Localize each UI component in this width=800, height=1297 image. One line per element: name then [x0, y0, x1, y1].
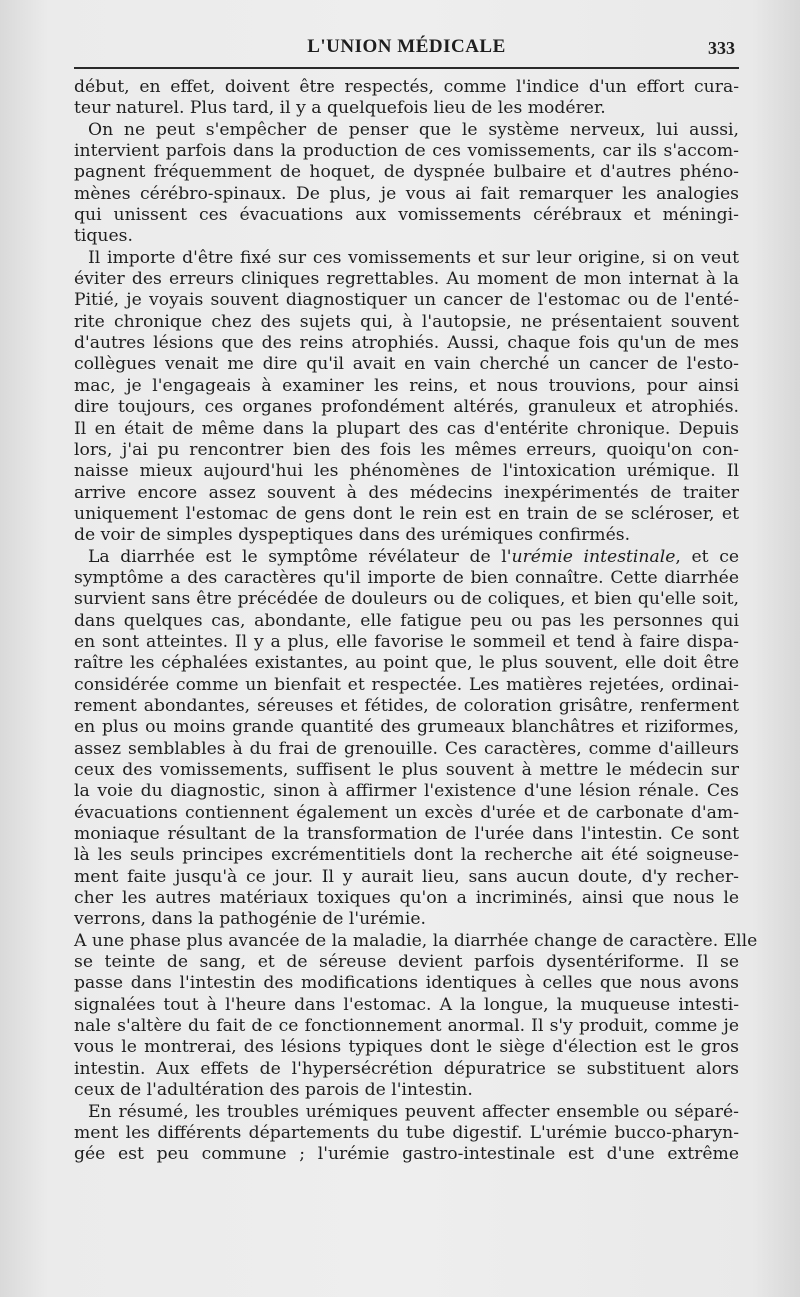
- text-run: , et ce: [675, 546, 739, 567]
- text-line: signalées tout à l'heure dans l'estomac. A la longue, la muqueuse intesti-: [74, 994, 739, 1015]
- text-line: lors, j'ai pu rencontrer bien des fois les mêmes erreurs, quoiqu'on con-: [74, 439, 739, 460]
- text-line: En résumé, les troubles urémiques peuvent affecter ensemble ou séparé-: [88, 1101, 739, 1122]
- text-line: mac, je l'engageais à examiner les reins, et nous trouvions, pour ainsi: [74, 375, 739, 396]
- text-line: considérée comme un bienfait et respectée. Les matières rejetées, ordinai-: [74, 674, 739, 695]
- text-line: gée est peu commune ; l'urémie gastro-intestinale est d'une extrême: [74, 1144, 739, 1165]
- text-line: rement abondantes, séreuses et fétides, de coloration grisâtre, renferment: [74, 695, 739, 716]
- italic-term: urémie intestinale: [511, 546, 676, 567]
- text-line: Pitié, je voyais souvent diagnostiquer un cancer de l'estomac ou de l'enté-: [74, 290, 739, 311]
- text-line: passe dans l'intestin des modifications identiques à celles que nous avons: [74, 973, 739, 994]
- text-line: là les seuls principes excrémentitiels dont la recherche ait été soigneuse-: [74, 845, 739, 866]
- text-line: Il en était de même dans la plupart des cas d'entérite chronique. Depuis: [74, 418, 739, 439]
- text-line: intestin. Aux effets de l'hypersécrétion dépuratrice se substituent alors: [74, 1058, 739, 1079]
- text-line: la voie du diagnostic, sinon à affirmer l'existence d'une lésion rénale. Ces: [74, 781, 739, 802]
- text-line: raître les céphalées existantes, au point que, le plus souvent, elle doit être: [74, 653, 739, 674]
- text-line: dire toujours, ces organes profondément altérés, granuleux et atrophiés.: [74, 397, 739, 418]
- text-line: On ne peut s'empêcher de penser que le système nerveux, lui aussi,: [88, 119, 739, 140]
- text-line: ment les différents départements du tube digestif. L'urémie bucco-pharyn-: [74, 1122, 739, 1143]
- text-line: tiques.: [74, 226, 133, 247]
- text-line: rite chronique chez des sujets qui, à l'autopsie, ne présentaient souvent: [74, 311, 739, 332]
- text-line: moniaque résultant de la transformation de l'urée dans l'intestin. Ce sont: [74, 824, 739, 845]
- text-line: ceux de l'adultération des parois de l'intestin.: [74, 1080, 473, 1101]
- text-line: [74, 547, 739, 568]
- text-line: mènes cérébro-spinaux. De plus, je vous ai fait remarquer les analogies: [74, 183, 739, 204]
- text-line: éviter des erreurs cliniques regrettables. Au moment de mon internat à la: [74, 269, 739, 290]
- text-line: naisse mieux aujourd'hui les phénomènes de l'intoxication urémique. Il: [74, 461, 739, 482]
- text-line: pagnent fréquemment de hoquet, de dyspnée bulbaire et d'autres phéno-: [74, 162, 739, 183]
- running-header: [74, 30, 739, 60]
- body-text: [74, 77, 758, 1166]
- text-run: La diarrhée est le symptôme révélateur de l': [88, 546, 512, 567]
- text-line: qui unissent ces évacuations aux vomissements cérébraux et méningi-: [74, 205, 739, 226]
- text-line: évacuations contiennent également un excès d'urée et de carbonate d'am-: [74, 802, 739, 823]
- running-title: L'UNION MÉDICALE: [307, 36, 506, 57]
- text-line: se teinte de sang, et de séreuse devient parfois dysentériforme. Il se: [74, 952, 739, 973]
- text-line: Il importe d'être fixé sur ces vomissements et sur leur origine, si on veut: [88, 247, 739, 268]
- text-line: d'autres lésions que des reins atrophiés. Aussi, chaque fois qu'un de mes: [74, 333, 739, 354]
- text-line: en sont atteintes. Il y a plus, elle favorise le sommeil et tend à faire dispa-: [74, 631, 739, 652]
- text-line: intervient parfois dans la production de ces vomissements, car ils s'accom-: [74, 141, 739, 162]
- text-line: début, en effet, doivent être respectés, comme l'indice d'un effort cura-: [74, 77, 739, 97]
- text-line: nale s'altère du fait de ce fonctionnement anormal. Il s'y produit, comme je: [74, 1016, 739, 1037]
- text-line: assez semblables à du frai de grenouille. Ces caractères, comme d'ailleurs: [74, 738, 739, 759]
- text-line: arrive encore assez souvent à des médecins inexpérimentés de traiter: [74, 482, 739, 503]
- page-number: 333: [708, 38, 735, 58]
- text-line: dans quelques cas, abondante, elle fatigue peu ou pas les personnes qui: [74, 610, 739, 631]
- text-line: symptôme a des caractères qu'il importe de bien connaître. Cette diarrhée: [74, 567, 739, 588]
- text-line: verrons, dans la pathogénie de l'urémie.: [74, 909, 426, 930]
- text-line: ceux des vomissements, suffisent le plus souvent à mettre le médecin sur: [74, 760, 739, 780]
- text-line: ment faite jusqu'à ce jour. Il y aurait lieu, sans aucun doute, d'y recher-: [74, 866, 739, 887]
- text-line: survient sans être précédée de douleurs ou de coliques, et bien qu'elle soit,: [74, 589, 739, 610]
- text-line: de voir de simples dyspeptiques dans des urémiques confirmés.: [74, 525, 631, 546]
- text-line: uniquement l'estomac de gens dont le rein est en train de se scléroser, et: [74, 503, 739, 524]
- text-line: teur naturel. Plus tard, il y a quelquefois lieu de les modérer.: [74, 98, 606, 119]
- text-line: collègues venait me dire qu'il avait en vain cherché un cancer de l'esto-: [74, 354, 739, 375]
- text-line: vous le montrerai, des lésions typiques dont le siège d'élection est le gros: [74, 1037, 739, 1058]
- header-rule: [74, 67, 739, 69]
- text-line: cher les autres matériaux toxiques qu'on a incriminés, ainsi que nous le: [74, 888, 739, 909]
- text-line: en plus ou moins grande quantité des grumeaux blanchâtres et riziformes,: [74, 717, 739, 738]
- text-line: A une phase plus avancée de la maladie, la diarrhée change de caractère. Elle: [74, 930, 758, 951]
